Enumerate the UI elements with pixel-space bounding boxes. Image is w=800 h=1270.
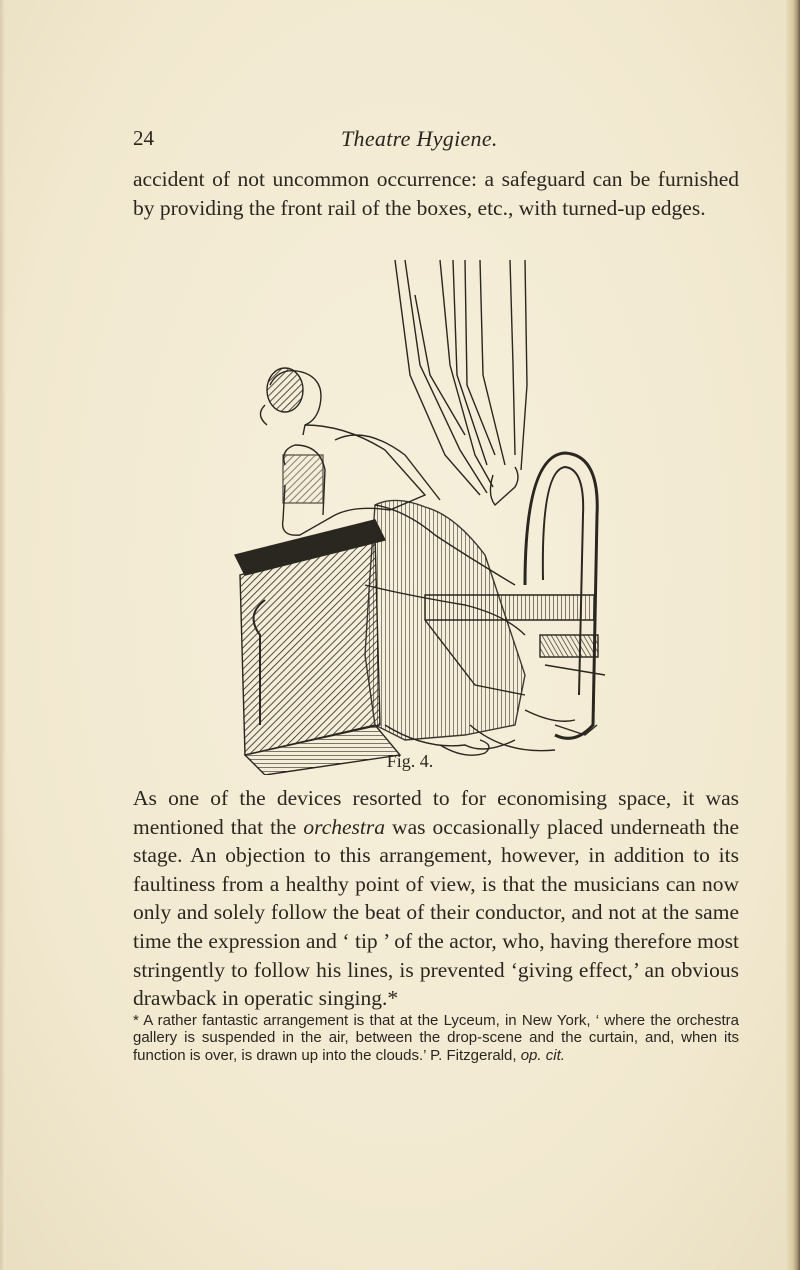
page-gutter <box>0 0 6 1270</box>
page-header <box>133 126 723 156</box>
running-title: Theatre Hygiene. <box>341 126 498 151</box>
page-number: 24 <box>133 126 154 150</box>
paragraph-2-text-a: As one of the devices resorted to for economising space, it was mentioned that the <box>133 786 739 839</box>
page-edge <box>786 0 800 1270</box>
paragraph-2-italic: orchestra <box>303 814 386 839</box>
footnote <box>133 1012 739 1064</box>
paragraph-1: accident of not uncommon occurrence: a safeguard can be furnished by providing the front rail of the boxes, etc., with turned-up edges. <box>133 167 739 220</box>
figure-illustration <box>225 255 610 775</box>
footnote-citation: op. cit. <box>520 1046 565 1064</box>
paragraph-2-text-b: was occasionally placed underneath the stage. An objection to this arrangement, however, in addition to its faultiness from a healthy point of view, is that the musicians can now only and solely follow the beat of their conductor, and not at the same time the expression and ‘ tip ’ of the actor, who, having therefore most stringently to follow his lines, is prevented ‘giving effect,’ an obvious drawback in operatic singing.* <box>133 814 739 1011</box>
footnote-text: * A rather fantastic arrangement is that at the Lyceum, in New York, ‘ where the orchestra gallery is suspended in the air, between the drop-scene and the curtain, and, when its function is over, is drawn up into the clouds.’ P. Fitzgerald, <box>133 1012 739 1064</box>
paragraph-2 <box>133 784 739 1013</box>
figure-caption: Fig. 4. <box>386 751 434 771</box>
